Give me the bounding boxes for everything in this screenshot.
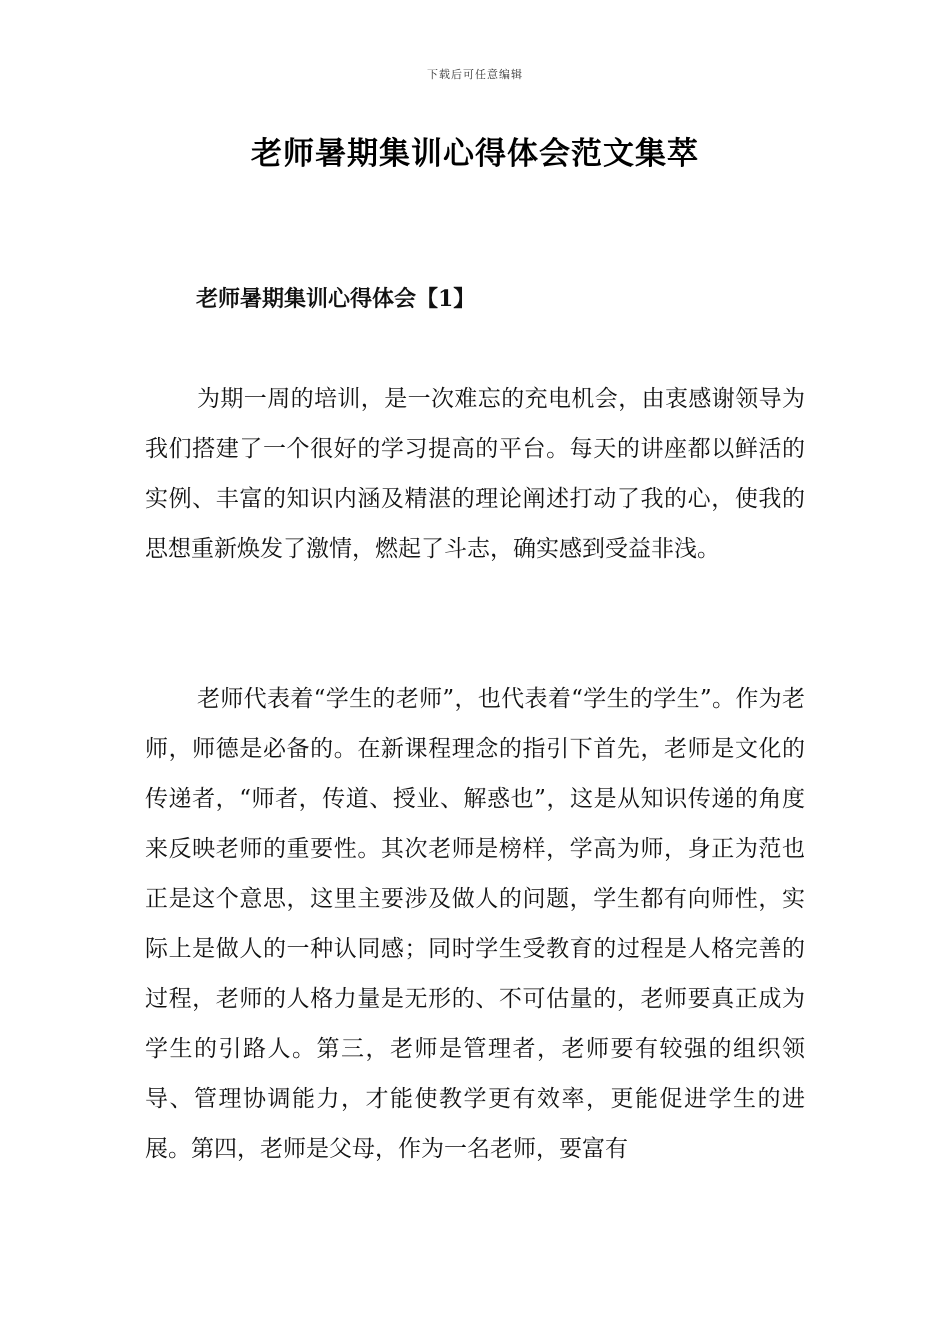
document-title: 老师暑期集训心得体会范文集萃 bbox=[251, 136, 699, 172]
paragraph-1: 为期一周的培训，是一次难忘的充电机会，由衷感谢领导为我们搭建了一个很好的学习提高的平台。每天的讲座都以鲜活的实例、丰富的知识内涵及精湛的理论阐述打动了我的心，使我的思想重新焕发了激情，燃起了斗志，确实感到受益非浅。 bbox=[145, 386, 805, 562]
paragraph-2: 老师代表着“学生的老师”，也代表着“学生的学生”。作为老师，师德是必备的。在新课程理念的指引下首先，老师是文化的传递者，“师者，传道、授业、解惑也”，这是从知识传递的角度来反映老师的重要性。其次老师是榜样，学高为师，身正为范也正是这个意思，这里主要涉及做人的问题，学生都有向师性，实际上是做人的一种认同感；同时学生受教育的过程是人格完善的过程，老师的人格力量是无形的、不可估量的，老师要真正成为学生的引路人。第三，老师是管理者，老师要有较强的组织领导、管理协调能力，才能使教学更有效率，更能促进学生的进展。第四，老师是父母，作为一名老师，要富有 bbox=[145, 686, 805, 1162]
header-note: 下载后可任意编辑 bbox=[427, 68, 523, 81]
section-heading: 老师暑期集训心得体会【1】 bbox=[196, 286, 476, 312]
